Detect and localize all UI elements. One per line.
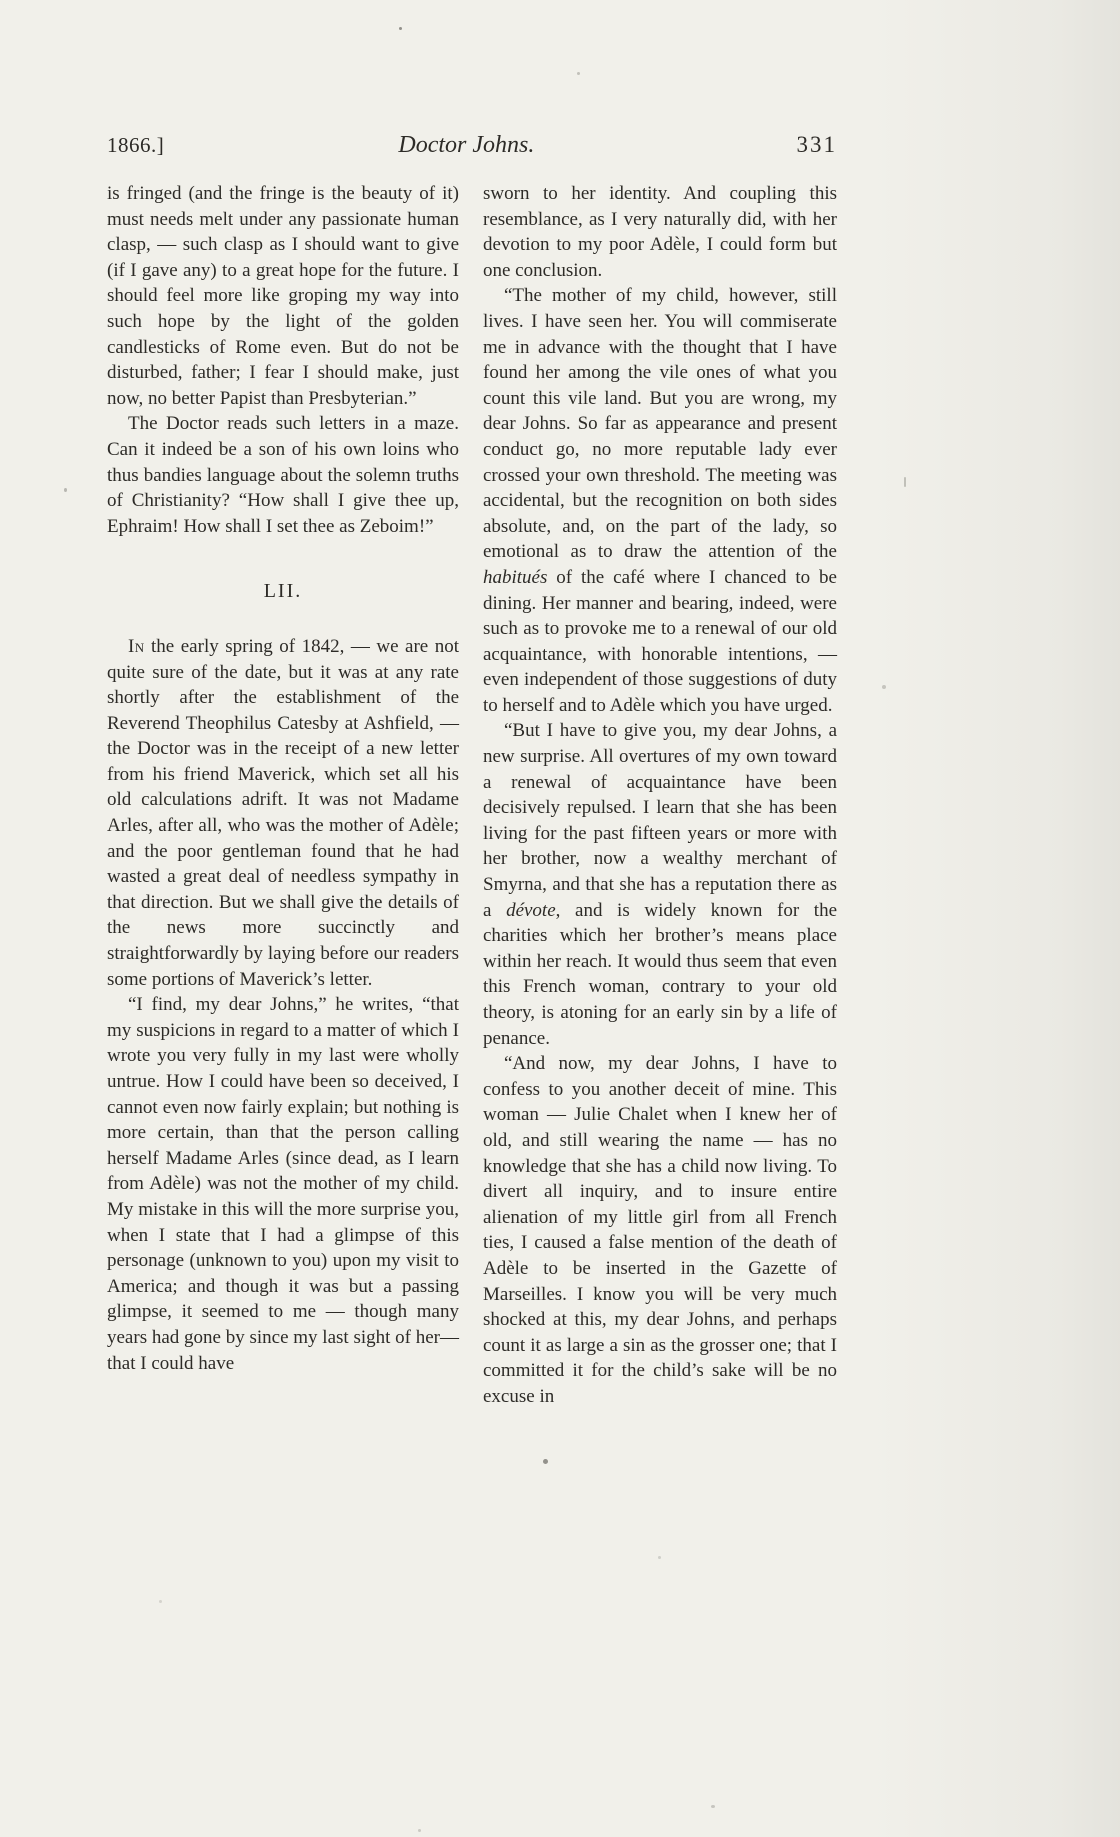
scan-speck (711, 1805, 715, 1808)
paragraph: “And now, my dear Johns, I have to confess to you another deceit of mine. This woman — Julie Chalet when I knew her of old, and still wearing the name — has no knowledge that she has a child now living. To divert all inquiry, and to insure entire alienation of my little girl from all French ties, I caused a false mention of the death of Adèle to be inserted in the Gazette of Marseilles. I know you will be very much shocked at this, my dear Johns, and perhaps count it as large a sin as the grosser one; that I committed it for the child’s sake will be no excuse in (483, 1053, 837, 1407)
scan-speck (904, 477, 906, 487)
header-title: Doctor Johns. (398, 132, 535, 158)
paragraph: sworn to her identity. And coupling this resemblance, as I very naturally did, with her devotion to my poor Adèle, I could form but one conclusion. (483, 183, 837, 281)
section-heading: LII. (263, 580, 303, 603)
paragraph: “The mother of my child, however, still lives. I have seen her. You will commiserate me in advance with the thought that I have found her among the vile ones of what you count this vile land. But you are wrong, my dear Johns. So far as appearance and present conduct go, no more reputable lady ever crossed your own threshold. The meeting was accidental, but the recognition on both sides absolute, and, on the part of the lady, so emotional as to draw the attention of the habitués of the café where I chanced to be dining. Her manner and bearing, indeed, were such as to provoke me to a renewal of our old acquaintance, with honorable intentions, — even independent of those suggestions of duty to herself and to Adèle which you have urged. (483, 285, 837, 716)
scan-speck (399, 27, 402, 30)
scan-edge-shade (870, 0, 1120, 1837)
right-column (483, 181, 837, 1410)
left-column (107, 181, 459, 1410)
scan-speck (658, 1556, 661, 1559)
scan-speck (64, 488, 67, 492)
paragraph: “But I have to give you, my dear Johns, a new surprise. All overtures of my own toward a renewal of acquaintance have been decisively repulsed. I learn that she has been living for the past fifteen years or more with her brother, now a wealthy merchant of Smyrna, and that she has a reputation there as a dévote, and is widely known for the charities which her brother’s means place within her reach. It would thus seem that even this French woman, contrary to your old theory, is atoning for an early sin by a life of penance. (483, 720, 838, 1049)
scan-speck (543, 1459, 548, 1464)
scan-speck (577, 72, 580, 75)
paragraph: “I find, my dear Johns,” he writes, “that my suspicions in regard to a matter of which I wrote you very fully in my last were wholly untrue. How I could have been so deceived, I cannot even now fairly explain; but nothing is more certain, than that the person calling herself Madame Arles (since dead, as I learn from Adèle) was not the mother of my child. My mistake in this will the more surprise you, when I state that I had a glimpse of this personage (unknown to you) upon my visit to America; and though it was but a passing glimpse, it seemed to me — though many years had gone by since my last sight of her—that I could have (107, 994, 459, 1374)
paragraph: is fringed (and the fringe is the beauty of it) must needs melt under any passionate human clasp, — such clasp as I should want to give (if I gave any) to a great hope for the future. I should feel more like groping my way into such hope by the light of the golden candlesticks of Rome even. But do not be disturbed, father; I fear I should make, just now, no better Papist than Presbyterian.” (107, 183, 459, 409)
header-year: 1866.] (107, 133, 165, 157)
scan-speck (882, 685, 886, 689)
scan-speck (418, 1829, 421, 1832)
paragraph: In the early spring of 1842, — we are not quite sure of the date, but it was at any rate shortly after the establishment of the Reverend Theophilus Catesby at Ashfield, — the Doctor was in the receipt of a new letter from his friend Maverick, which set all his old calculations adrift. It was not Madame Arles, after all, who was the mother of Adèle; and the poor gentleman found that he had wasted a great deal of needless sympathy in that direction. But we shall give the details of the news more succinctly and straightforwardly by laying before our readers some portions of Maverick’s letter. (107, 635, 459, 990)
scan-speck (159, 1600, 162, 1603)
header-page-number: 331 (796, 132, 837, 157)
paragraph: The Doctor reads such letters in a maze. Can it indeed be a son of his own loins who thus bandies language about the solemn truths of Christianity? “How shall I give thee up, Ephraim! How shall I set thee as Zeboim!” (107, 413, 459, 537)
page-header (107, 132, 837, 159)
text-columns (107, 181, 837, 1410)
